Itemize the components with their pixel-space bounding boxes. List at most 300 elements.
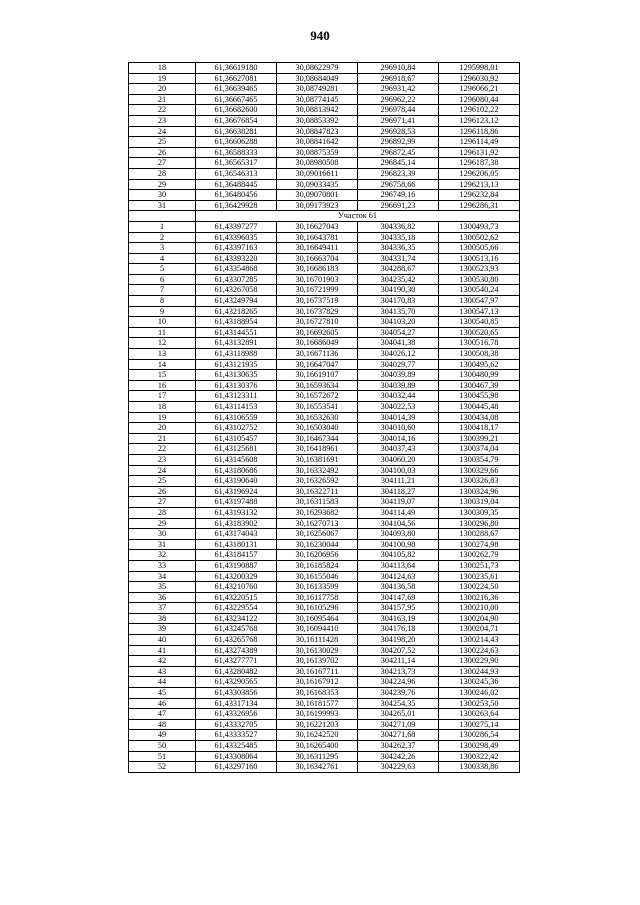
y-coordinate-cell: 1300354,79: [439, 454, 520, 465]
y-coordinate-cell: 1296030,92: [439, 73, 520, 84]
x-coordinate-cell: 304054,27: [358, 327, 439, 338]
longitude-cell: 30,09173923: [277, 200, 358, 211]
latitude-cell: 61,43174043: [196, 529, 277, 540]
table-row: [129, 741, 520, 752]
x-coordinate-cell: 304170,83: [358, 296, 439, 307]
table-body-part-1: [129, 63, 520, 211]
y-coordinate-cell: 1300374,04: [439, 444, 520, 455]
x-coordinate-cell: 296962,22: [358, 94, 439, 105]
latitude-cell: 61,43317134: [196, 698, 277, 709]
section-header-row: [129, 211, 520, 222]
section-cell-empty: [129, 211, 196, 222]
point-number-cell: 48: [129, 719, 196, 730]
latitude-cell: 61,43180686: [196, 465, 277, 476]
y-coordinate-cell: 1296232,84: [439, 190, 520, 201]
y-coordinate-cell: 1300493,73: [439, 221, 520, 232]
x-coordinate-cell: 304014,39: [358, 412, 439, 423]
point-number-cell: 13: [129, 349, 196, 360]
table-row: [129, 232, 520, 243]
x-coordinate-cell: 304198,20: [358, 635, 439, 646]
y-coordinate-cell: 1300508,38: [439, 349, 520, 360]
coordinates-table: [128, 62, 520, 773]
point-number-cell: 1: [129, 221, 196, 232]
y-coordinate-cell: 1300296,80: [439, 518, 520, 529]
x-coordinate-cell: 304026,12: [358, 349, 439, 360]
x-coordinate-cell: 296749,16: [358, 190, 439, 201]
table-row: [129, 635, 520, 646]
x-coordinate-cell: 296691,23: [358, 200, 439, 211]
longitude-cell: 30,08622979: [277, 63, 358, 74]
point-number-cell: 38: [129, 613, 196, 624]
x-coordinate-cell: 304335,18: [358, 232, 439, 243]
y-coordinate-cell: 1296066,21: [439, 84, 520, 95]
point-number-cell: 3: [129, 243, 196, 254]
table-row: [129, 412, 520, 423]
longitude-cell: 30,16663704: [277, 253, 358, 264]
y-coordinate-cell: 1300516,78: [439, 338, 520, 349]
latitude-cell: 61,36488445: [196, 179, 277, 190]
table-row: [129, 285, 520, 296]
x-coordinate-cell: 304103,20: [358, 317, 439, 328]
y-coordinate-cell: 1300229,90: [439, 656, 520, 667]
point-number-cell: 47: [129, 709, 196, 720]
table-row: [129, 94, 520, 105]
y-coordinate-cell: 1296118,86: [439, 126, 520, 137]
table-row: [129, 486, 520, 497]
longitude-cell: 30,16686183: [277, 264, 358, 275]
y-coordinate-cell: 1300434,08: [439, 412, 520, 423]
longitude-cell: 30,16418961: [277, 444, 358, 455]
y-coordinate-cell: 1300224,50: [439, 582, 520, 593]
longitude-cell: 30,16105296: [277, 603, 358, 614]
longitude-cell: 30,16737519: [277, 296, 358, 307]
latitude-cell: 61,36546313: [196, 168, 277, 179]
longitude-cell: 30,16647047: [277, 359, 358, 370]
point-number-cell: 11: [129, 327, 196, 338]
point-number-cell: 24: [129, 126, 196, 137]
table-row: [129, 666, 520, 677]
y-coordinate-cell: 1300520,65: [439, 327, 520, 338]
table-row: [129, 190, 520, 201]
x-coordinate-cell: 304100,98: [358, 539, 439, 550]
x-coordinate-cell: 304113,64: [358, 560, 439, 571]
longitude-cell: 30,09033435: [277, 179, 358, 190]
x-coordinate-cell: 304213,73: [358, 666, 439, 677]
latitude-cell: 61,43333527: [196, 730, 277, 741]
latitude-cell: 61,43393220: [196, 253, 277, 264]
y-coordinate-cell: 1300235,61: [439, 571, 520, 582]
table-row: [129, 317, 520, 328]
x-coordinate-cell: 304336,82: [358, 221, 439, 232]
longitude-cell: 30,16326592: [277, 476, 358, 487]
table-row: [129, 147, 520, 158]
table-row: [129, 380, 520, 391]
table-row: [129, 391, 520, 402]
point-number-cell: 17: [129, 391, 196, 402]
x-coordinate-cell: 304119,07: [358, 497, 439, 508]
latitude-cell: 61,43188954: [196, 317, 277, 328]
x-coordinate-cell: 304265,01: [358, 709, 439, 720]
table-row: [129, 645, 520, 656]
y-coordinate-cell: 1296187,38: [439, 158, 520, 169]
longitude-cell: 30,16671136: [277, 349, 358, 360]
y-coordinate-cell: 1300324,96: [439, 486, 520, 497]
longitude-cell: 30,16111428: [277, 635, 358, 646]
latitude-cell: 61,43145608: [196, 454, 277, 465]
longitude-cell: 30,16256067: [277, 529, 358, 540]
table-row: [129, 624, 520, 635]
point-number-cell: 10: [129, 317, 196, 328]
table-row: [129, 454, 520, 465]
y-coordinate-cell: 1300547,13: [439, 306, 520, 317]
longitude-cell: 30,16737829: [277, 306, 358, 317]
table-row: [129, 370, 520, 381]
longitude-cell: 30,16139702: [277, 656, 358, 667]
longitude-cell: 30,16117758: [277, 592, 358, 603]
x-coordinate-cell: 304118,27: [358, 486, 439, 497]
y-coordinate-cell: 1300505,66: [439, 243, 520, 254]
point-number-cell: 31: [129, 539, 196, 550]
latitude-cell: 61,43114153: [196, 402, 277, 413]
x-coordinate-cell: 304254,35: [358, 698, 439, 709]
point-number-cell: 20: [129, 423, 196, 434]
longitude-cell: 30,16686049: [277, 338, 358, 349]
x-coordinate-cell: 304124,63: [358, 571, 439, 582]
x-coordinate-cell: 304022,53: [358, 402, 439, 413]
x-coordinate-cell: 296978,44: [358, 105, 439, 116]
point-number-cell: 15: [129, 370, 196, 381]
longitude-cell: 30,16553541: [277, 402, 358, 413]
x-coordinate-cell: 304010,60: [358, 423, 439, 434]
latitude-cell: 61,43249794: [196, 296, 277, 307]
longitude-cell: 30,16467344: [277, 433, 358, 444]
longitude-cell: 30,16532630: [277, 412, 358, 423]
latitude-cell: 61,43218265: [196, 306, 277, 317]
point-number-cell: 23: [129, 115, 196, 126]
y-coordinate-cell: 1300513,16: [439, 253, 520, 264]
point-number-cell: 24: [129, 465, 196, 476]
y-coordinate-cell: 1300214,43: [439, 635, 520, 646]
point-number-cell: 26: [129, 486, 196, 497]
table-row: [129, 126, 520, 137]
longitude-cell: 30,08749281: [277, 84, 358, 95]
latitude-cell: 61,36619180: [196, 63, 277, 74]
table-row: [129, 656, 520, 667]
x-coordinate-cell: 304100,03: [358, 465, 439, 476]
longitude-cell: 30,08875359: [277, 147, 358, 158]
x-coordinate-cell: 296971,41: [358, 115, 439, 126]
point-number-cell: 30: [129, 190, 196, 201]
x-coordinate-cell: 304135,70: [358, 306, 439, 317]
point-number-cell: 19: [129, 412, 196, 423]
point-number-cell: 28: [129, 507, 196, 518]
x-coordinate-cell: 304039,89: [358, 380, 439, 391]
point-number-cell: 7: [129, 285, 196, 296]
y-coordinate-cell: 1300547,97: [439, 296, 520, 307]
latitude-cell: 61,43307285: [196, 274, 277, 285]
table-row: [129, 688, 520, 699]
point-number-cell: 31: [129, 200, 196, 211]
x-coordinate-cell: 296823,39: [358, 168, 439, 179]
latitude-cell: 61,43308064: [196, 751, 277, 762]
table-row: [129, 264, 520, 275]
x-coordinate-cell: 296892,99: [358, 137, 439, 148]
table-row: [129, 179, 520, 190]
table-body-part-2: [129, 221, 520, 772]
table-row: [129, 168, 520, 179]
point-number-cell: 14: [129, 359, 196, 370]
table-row: [129, 349, 520, 360]
table-row: [129, 613, 520, 624]
y-coordinate-cell: 1296102,22: [439, 105, 520, 116]
y-coordinate-cell: 1300204,71: [439, 624, 520, 635]
table-row: [129, 529, 520, 540]
point-number-cell: 45: [129, 688, 196, 699]
longitude-cell: 30,16094410: [277, 624, 358, 635]
table-row: [129, 253, 520, 264]
latitude-cell: 61,43102752: [196, 423, 277, 434]
x-coordinate-cell: 304271,68: [358, 730, 439, 741]
x-coordinate-cell: 304331,74: [358, 253, 439, 264]
table-row: [129, 221, 520, 232]
x-coordinate-cell: 304176,18: [358, 624, 439, 635]
table-row: [129, 518, 520, 529]
longitude-cell: 30,16311583: [277, 497, 358, 508]
latitude-cell: 61,43303856: [196, 688, 277, 699]
latitude-cell: 61,36429928: [196, 200, 277, 211]
table-row: [129, 560, 520, 571]
point-number-cell: 19: [129, 73, 196, 84]
latitude-cell: 61,43210760: [196, 582, 277, 593]
latitude-cell: 61,43184157: [196, 550, 277, 561]
table-row: [129, 105, 520, 116]
table-row: [129, 550, 520, 561]
longitude-cell: 30,16270713: [277, 518, 358, 529]
latitude-cell: 61,43197488: [196, 497, 277, 508]
longitude-cell: 30,16643781: [277, 232, 358, 243]
y-coordinate-cell: 1300445,48: [439, 402, 520, 413]
longitude-cell: 30,16727810: [277, 317, 358, 328]
longitude-cell: 30,16185824: [277, 560, 358, 571]
page-number: 940: [310, 28, 330, 43]
table-row: [129, 306, 520, 317]
section-title: Участок 61: [196, 211, 520, 222]
latitude-cell: 61,36480456: [196, 190, 277, 201]
table-row: [129, 507, 520, 518]
y-coordinate-cell: 1296206,05: [439, 168, 520, 179]
y-coordinate-cell: 1300399,21: [439, 433, 520, 444]
longitude-cell: 30,16593634: [277, 380, 358, 391]
x-coordinate-cell: 304041,38: [358, 338, 439, 349]
point-number-cell: 18: [129, 402, 196, 413]
point-number-cell: 20: [129, 84, 196, 95]
point-number-cell: 32: [129, 550, 196, 561]
longitude-cell: 30,16322711: [277, 486, 358, 497]
point-number-cell: 9: [129, 306, 196, 317]
longitude-cell: 30,16572672: [277, 391, 358, 402]
y-coordinate-cell: 1296286,31: [439, 200, 520, 211]
latitude-cell: 61,36676854: [196, 115, 277, 126]
longitude-cell: 30,16181577: [277, 698, 358, 709]
table-row: [129, 751, 520, 762]
latitude-cell: 61,43229554: [196, 603, 277, 614]
x-coordinate-cell: 304211,14: [358, 656, 439, 667]
latitude-cell: 61,43332705: [196, 719, 277, 730]
table-row: [129, 730, 520, 741]
point-number-cell: 27: [129, 158, 196, 169]
latitude-cell: 61,43290565: [196, 677, 277, 688]
latitude-cell: 61,36639465: [196, 84, 277, 95]
point-number-cell: 21: [129, 94, 196, 105]
latitude-cell: 61,43265768: [196, 635, 277, 646]
longitude-cell: 30,09016611: [277, 168, 358, 179]
x-coordinate-cell: 304111,21: [358, 476, 439, 487]
table-row: [129, 719, 520, 730]
point-number-cell: 42: [129, 656, 196, 667]
table-row: [129, 465, 520, 476]
x-coordinate-cell: 304288,67: [358, 264, 439, 275]
latitude-cell: 61,43397277: [196, 221, 277, 232]
point-number-cell: 51: [129, 751, 196, 762]
y-coordinate-cell: 1300263,64: [439, 709, 520, 720]
latitude-cell: 61,43121935: [196, 359, 277, 370]
table-row: [129, 603, 520, 614]
longitude-cell: 30,16199993: [277, 709, 358, 720]
latitude-cell: 61,36667465: [196, 94, 277, 105]
x-coordinate-cell: 304105,82: [358, 550, 439, 561]
x-coordinate-cell: 304136,58: [358, 582, 439, 593]
x-coordinate-cell: 304093,80: [358, 529, 439, 540]
x-coordinate-cell: 304229,63: [358, 762, 439, 773]
x-coordinate-cell: 296928,53: [358, 126, 439, 137]
x-coordinate-cell: 304032,44: [358, 391, 439, 402]
longitude-cell: 30,16167912: [277, 677, 358, 688]
y-coordinate-cell: 1300262,79: [439, 550, 520, 561]
y-coordinate-cell: 1300418,17: [439, 423, 520, 434]
point-number-cell: 46: [129, 698, 196, 709]
point-number-cell: 40: [129, 635, 196, 646]
latitude-cell: 61,43277771: [196, 656, 277, 667]
longitude-cell: 30,16293682: [277, 507, 358, 518]
longitude-cell: 30,16342761: [277, 762, 358, 773]
table-row: [129, 338, 520, 349]
table-row: [129, 84, 520, 95]
x-coordinate-cell: 304163,19: [358, 613, 439, 624]
latitude-cell: 61,43190887: [196, 560, 277, 571]
y-coordinate-cell: 1300530,80: [439, 274, 520, 285]
y-coordinate-cell: 1300480,99: [439, 370, 520, 381]
latitude-cell: 61,43183902: [196, 518, 277, 529]
longitude-cell: 30,16332492: [277, 465, 358, 476]
longitude-cell: 30,08813942: [277, 105, 358, 116]
y-coordinate-cell: 1300319,04: [439, 497, 520, 508]
table-row: [129, 327, 520, 338]
y-coordinate-cell: 1300309,35: [439, 507, 520, 518]
y-coordinate-cell: 1300204,90: [439, 613, 520, 624]
table-row: [129, 402, 520, 413]
y-coordinate-cell: 1300523,93: [439, 264, 520, 275]
table-row: [129, 158, 520, 169]
y-coordinate-cell: 1300540,24: [439, 285, 520, 296]
latitude-cell: 61,43397163: [196, 243, 277, 254]
x-coordinate-cell: 296931,42: [358, 84, 439, 95]
table-row: [129, 73, 520, 84]
longitude-cell: 30,16627043: [277, 221, 358, 232]
y-coordinate-cell: 1300455,98: [439, 391, 520, 402]
y-coordinate-cell: 1300253,50: [439, 698, 520, 709]
y-coordinate-cell: 1300210,00: [439, 603, 520, 614]
y-coordinate-cell: 1300245,36: [439, 677, 520, 688]
longitude-cell: 30,08684049: [277, 73, 358, 84]
point-number-cell: 30: [129, 529, 196, 540]
latitude-cell: 61,36565317: [196, 158, 277, 169]
longitude-cell: 30,16133599: [277, 582, 358, 593]
longitude-cell: 30,08841642: [277, 137, 358, 148]
longitude-cell: 30,16242520: [277, 730, 358, 741]
x-coordinate-cell: 304060,20: [358, 454, 439, 465]
point-number-cell: 34: [129, 571, 196, 582]
x-coordinate-cell: 304104,56: [358, 518, 439, 529]
table-row: [129, 582, 520, 593]
latitude-cell: 61,43193132: [196, 507, 277, 518]
y-coordinate-cell: 1300467,39: [439, 380, 520, 391]
longitude-cell: 30,16095464: [277, 613, 358, 624]
y-coordinate-cell: 1300246,02: [439, 688, 520, 699]
x-coordinate-cell: 296845,14: [358, 158, 439, 169]
longitude-cell: 30,08847823: [277, 126, 358, 137]
point-number-cell: 37: [129, 603, 196, 614]
table-row: [129, 592, 520, 603]
longitude-cell: 30,16265400: [277, 741, 358, 752]
longitude-cell: 30,16130029: [277, 645, 358, 656]
y-coordinate-cell: 1300540,85: [439, 317, 520, 328]
table-row: [129, 296, 520, 307]
point-number-cell: 52: [129, 762, 196, 773]
y-coordinate-cell: 1300329,66: [439, 465, 520, 476]
table-row: [129, 539, 520, 550]
x-coordinate-cell: 304147,69: [358, 592, 439, 603]
latitude-cell: 61,36627081: [196, 73, 277, 84]
latitude-cell: 61,43118988: [196, 349, 277, 360]
y-coordinate-cell: 1296131,92: [439, 147, 520, 158]
point-number-cell: 43: [129, 666, 196, 677]
latitude-cell: 61,43297160: [196, 762, 277, 773]
point-number-cell: 29: [129, 179, 196, 190]
latitude-cell: 61,43325485: [196, 741, 277, 752]
y-coordinate-cell: 1300326,83: [439, 476, 520, 487]
x-coordinate-cell: 296910,84: [358, 63, 439, 74]
x-coordinate-cell: 304014,16: [358, 433, 439, 444]
longitude-cell: 30,16167711: [277, 666, 358, 677]
x-coordinate-cell: 304336,35: [358, 243, 439, 254]
x-coordinate-cell: 304114,49: [358, 507, 439, 518]
table-row: [129, 359, 520, 370]
latitude-cell: 61,43180131: [196, 539, 277, 550]
point-number-cell: 49: [129, 730, 196, 741]
latitude-cell: 61,43105457: [196, 433, 277, 444]
latitude-cell: 61,36588333: [196, 147, 277, 158]
point-number-cell: 36: [129, 592, 196, 603]
point-number-cell: 5: [129, 264, 196, 275]
table-row: [129, 274, 520, 285]
latitude-cell: 61,43274389: [196, 645, 277, 656]
point-number-cell: 41: [129, 645, 196, 656]
point-number-cell: 27: [129, 497, 196, 508]
longitude-cell: 30,08853392: [277, 115, 358, 126]
x-coordinate-cell: 304262,37: [358, 741, 439, 752]
table-row: [129, 115, 520, 126]
longitude-cell: 30,16221203: [277, 719, 358, 730]
